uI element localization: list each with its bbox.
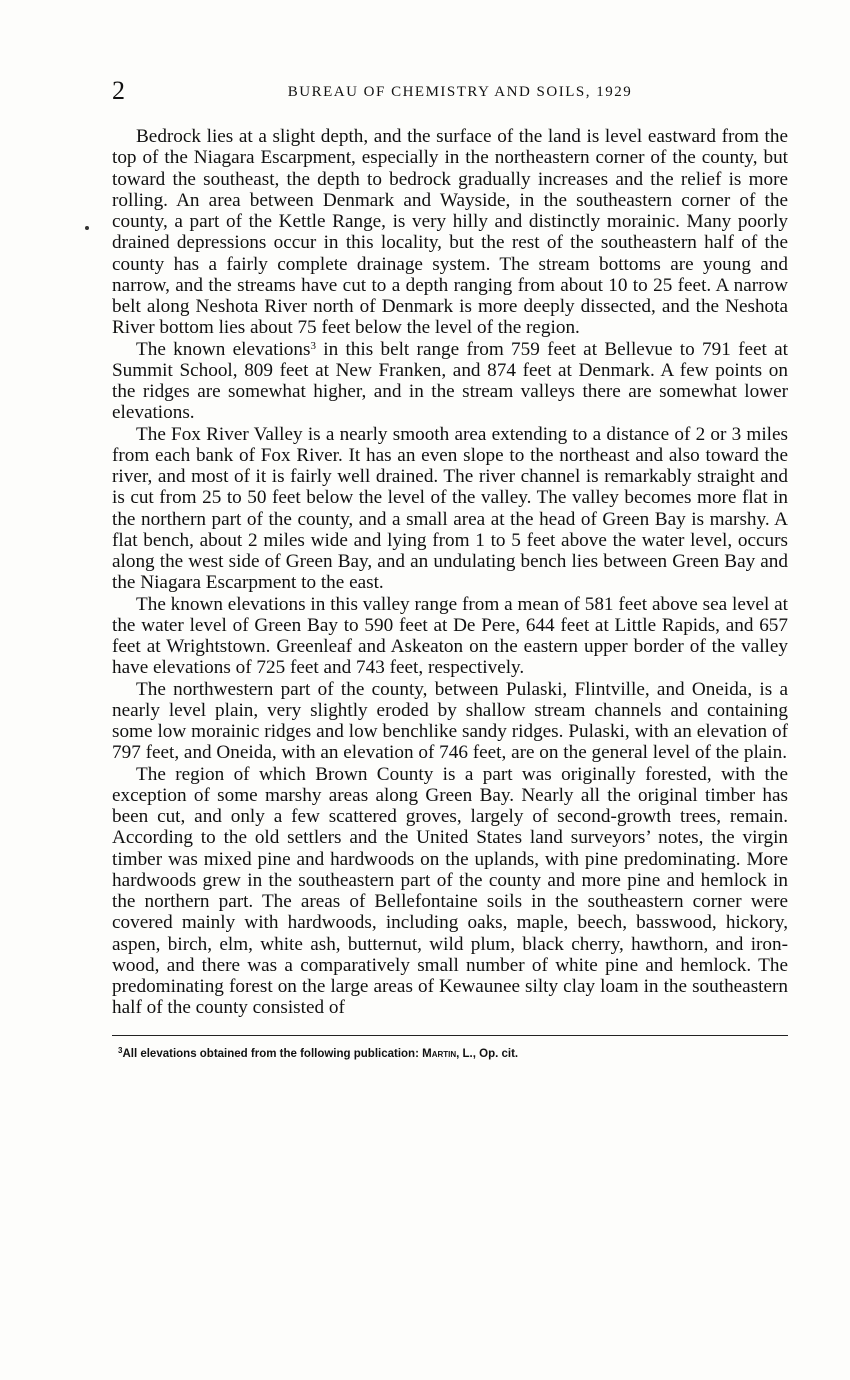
paragraph <box>112 424 788 594</box>
paragraph-text-continued: in this belt range from 759 feet at Bellevue to 791 feet at Summit School, 809 feet at New Franken, and 874 feet at Denmark. A few points on the ridges are somewhat higher, and in the stream valleys there are somewhat lower elevations. <box>112 338 788 424</box>
running-head <box>112 76 788 106</box>
running-title: BUREAU OF CHEMISTRY AND SOILS, 1929 <box>287 84 633 100</box>
footnote-text: All elevations obtained from the following publication: <box>122 1047 423 1060</box>
footnote-divider <box>112 1035 788 1036</box>
paragraph-text: The Fox River Valley is a nearly smooth area extending to a distance of 2 or 3 miles from each bank of Fox River. It has an even slope to the northeast and also toward the river, and most of it is fairly well drained. The river channel is remarkably straight and is cut from 25 to 50 feet below the level of the valley. The valley becomes more flat in the northern part of the county, and a small area at the head of Green Bay is marshy. A flat bench, about 2 miles wide and lying from 1 to 5 feet above the water level, occurs along the west side of Green Bay, and an undulating bench lies between Green Bay and the Niagara Escarpment to the east. <box>112 423 788 594</box>
footnote <box>112 1046 788 1060</box>
paragraph-text: The known elevations <box>136 338 311 360</box>
paragraph <box>112 764 788 1019</box>
footnote-author: Martin, L., <box>422 1047 476 1060</box>
body-text <box>112 126 788 1019</box>
paragraph-text: The region of which Brown County is a part was originally forested, with the exception of some marshy areas along Green Bay. Nearly all the original timber has been cut, and only a few scattered groves, largely of second-growth trees, remain. According to the old settlers and the United States land surveyors’ notes, the virgin timber was mixed pine and hardwoods on the uplands, with pine predominating. More hardwoods grew in the southeastern part of the county and more pine and hemlock in the northern part. The areas of Bellefontaine soils in the southeastern corner were covered mainly with hardwoods, including oaks, maple, beech, basswood, hickory, aspen, birch, elm, white ash, butternut, wild plum, black cherry, hawthorn, and ironwood, and there was a comparatively small number of white pine and hemlock. The predominating forest on the large areas of Kewaunee silty clay loam in the southeastern half of the county consisted of <box>112 763 788 1019</box>
paragraph-text: The northwestern part of the county, between Pulaski, Flintville, and Oneida, is a nearly level plain, very slightly eroded by shallow stream channels and containing some low morainic ridges and low benchlike sandy ridges. Pulaski, with an elevation of 797 feet, and Oneida, with an elevation of 746 feet, are on the general level of the plain. <box>112 678 788 764</box>
page-number: 2 <box>112 76 125 105</box>
paragraph <box>112 679 788 764</box>
document-page <box>112 76 788 1060</box>
footnote-mark: 3 <box>118 1045 123 1055</box>
paragraph <box>112 339 788 424</box>
footnote-reference[interactable]: 3 <box>310 339 316 352</box>
paragraph <box>112 594 788 679</box>
paragraph <box>112 126 788 339</box>
paragraph-text: Bedrock lies at a slight depth, and the surface of the land is level eastward from the top of the Niagara Escarpment, especially in the northeastern corner of the county, but toward the southeast, the depth to bedrock gradually increases and the relief is more rolling. An area between Denmark and Wayside, in the southeastern corner of the county, a part of the Kettle Range, is very hilly and distinctly morainic. Many poorly drained depressions occur in this locality, but the rest of the southeastern half of the county has a fairly complete drainage system. The stream bottoms are young and narrow, and the streams have cut to a depth ranging from about 10 to 25 feet. A narrow belt along Neshota River north of Denmark is more deeply dissected, and the Neshota River bottom lies about 75 feet below the level of the region. <box>112 126 788 339</box>
margin-dot <box>85 226 89 230</box>
paragraph-text: The known elevations in this valley range from a mean of 581 feet above sea level at the water level of Green Bay to 590 feet at De Pere, 644 feet at Little Rapids, and 657 feet at Wrightstown. Greenleaf and Askeaton on the eastern upper border of the valley have elevations of 725 feet and 743 feet, respectively. <box>112 593 788 679</box>
footnote-citation: Op. cit. <box>475 1047 519 1060</box>
